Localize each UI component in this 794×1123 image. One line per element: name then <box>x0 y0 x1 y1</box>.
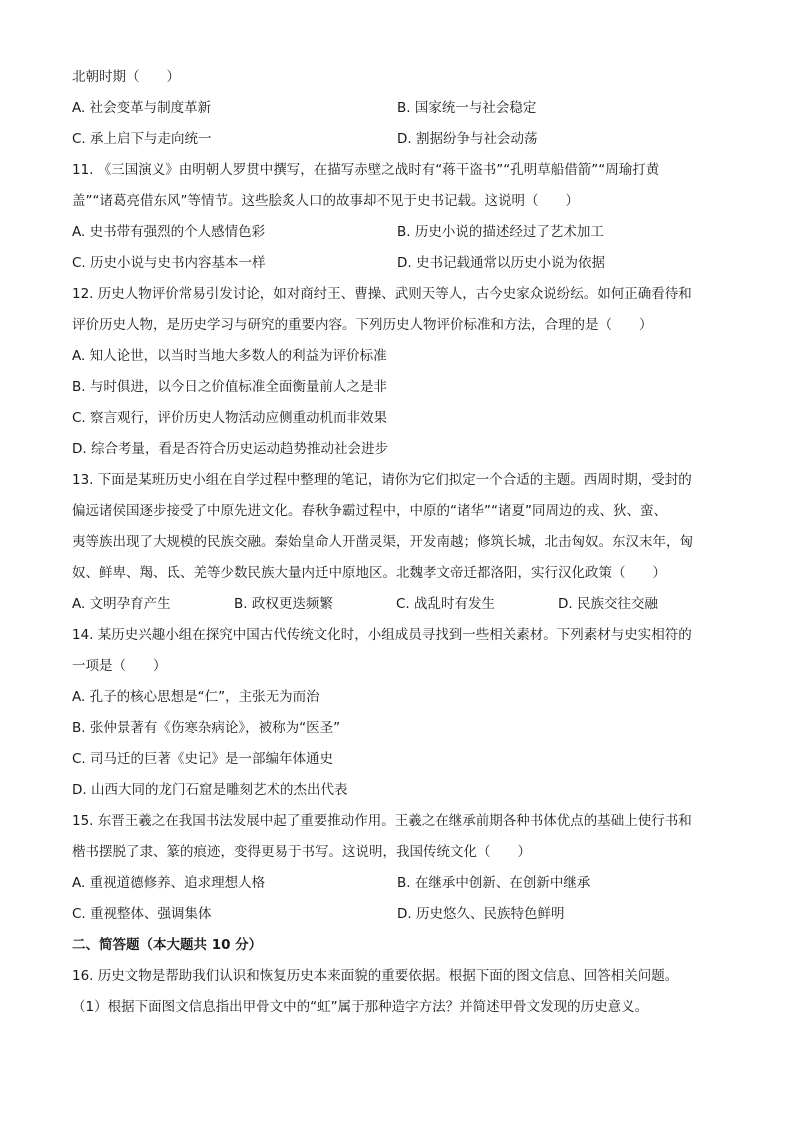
option-a: A. 史书带有强烈的个人感情色彩 <box>72 224 266 240</box>
question-10-stem-end: 北朝时期（ ） <box>72 69 180 85</box>
question-13-stem-line-4: 奴、鲜卑、羯、氐、羌等少数民族大量内迁中原地区。北魏孝文帝迁都洛阳，实行汉化政策（ ） <box>72 565 666 581</box>
option-d: D. 割据纷争与社会动荡 <box>397 131 538 147</box>
option-a: A. 社会变革与制度革新 <box>72 100 212 116</box>
question-11-options-row-2 <box>72 248 722 279</box>
option-c: C. 承上启下与走向统一 <box>72 131 212 147</box>
question-10-options-row-1 <box>72 93 722 124</box>
option-a: A. 知人论世，以当时当地大多数人的利益为评价标准 <box>72 348 387 364</box>
section-heading: 二、简答题（本大题共 10 分） <box>72 937 263 953</box>
question-13-stem-line-2: 偏远诸侯国逐步接受了中原先进文化。春秋争霸过程中，中原的“诸华”“诸夏”同周边的戎、狄、蛮、 <box>72 503 667 519</box>
question-12-stem-line-1: 12. 历史人物评价常易引发讨论，如对商纣王、曹操、武则天等人，古今史家众说纷纭。如何正确看待和 <box>72 286 692 302</box>
question-16-stem: 16. 历史文物是帮助我们认识和恢复历史本来面貌的重要依据。根据下面的图文信息、回答相关问题。 <box>72 968 679 984</box>
option-c: C. 司马迁的巨著《史记》是一部编年体通史 <box>72 751 334 767</box>
option-b: B. 与时俱进，以今日之价值标准全面衡量前人之是非 <box>72 379 387 395</box>
option-a: A. 孔子的核心思想是“仁”，主张无为而治 <box>72 689 320 705</box>
question-12-stem-line-2: 评价历史人物，是历史学习与研究的重要内容。下列历史人物评价标准和方法，合理的是（ ） <box>72 317 653 333</box>
question-14-stem-line-1: 14. 某历史兴趣小组在探究中国古代传统文化时，小组成员寻找到一些相关素材。下列素材与史实相符的 <box>72 627 692 643</box>
option-d: D. 山西大同的龙门石窟是雕刻艺术的杰出代表 <box>72 782 348 798</box>
option-b: B. 历史小说的描述经过了艺术加工 <box>397 224 604 240</box>
exam-page <box>72 62 722 1023</box>
question-15-stem-line-2: 楷书摆脱了隶、篆的痕迹，变得更易于书写。这说明，我国传统文化（ ） <box>72 844 531 860</box>
option-b: B. 在继承中创新、在创新中继承 <box>397 875 591 891</box>
option-c: C. 重视整体、强调集体 <box>72 906 212 922</box>
question-16-subquestion-1: （1）根据下面图文信息指出甲骨文中的“虹”属于那种造字方法？并简述甲骨文发现的历史意义。 <box>72 999 649 1015</box>
option-a: A. 文明孕育产生 <box>72 596 171 612</box>
option-b: B. 政权更迭频繁 <box>234 596 333 612</box>
option-d: D. 史书记载通常以历史小说为依据 <box>397 255 605 271</box>
option-c: C. 察言观行，评价历史人物活动应侧重动机而非效果 <box>72 410 388 426</box>
question-15-stem-line-1: 15. 东晋王羲之在我国书法发展中起了重要推动作用。王羲之在继承前期各种书体优点的基础上使行书和 <box>72 813 692 829</box>
question-13-options-row <box>72 589 722 620</box>
option-c: C. 战乱时有发生 <box>396 596 496 612</box>
question-15-options-row-1 <box>72 868 722 899</box>
option-d: D. 民族交往交融 <box>558 596 658 612</box>
question-15-options-row-2 <box>72 899 722 930</box>
option-d: D. 综合考量，看是否符合历史运动趋势推动社会进步 <box>72 441 388 457</box>
question-13-stem-line-3: 夷等族出现了大规模的民族交融。秦始皇命人开凿灵渠，开发南越；修筑长城，北击匈奴。东汉末年，匈 <box>72 534 693 550</box>
option-a: A. 重视道德修养、追求理想人格 <box>72 875 266 891</box>
option-c: C. 历史小说与史书内容基本一样 <box>72 255 266 271</box>
question-11-options-row-1 <box>72 217 722 248</box>
question-10-options-row-2 <box>72 124 722 155</box>
option-d: D. 历史悠久、民族特色鲜明 <box>397 906 565 922</box>
option-b: B. 国家统一与社会稳定 <box>397 100 537 116</box>
question-13-stem-line-1: 13. 下面是某班历史小组在自学过程中整理的笔记，请你为它们拟定一个合适的主题。西周时期，受封的 <box>72 472 692 488</box>
question-11-stem-line-2: 盖”“诸葛亮借东风”等情节。这些脍炙人口的故事却不见于史书记载。这说明（ ） <box>72 193 579 209</box>
option-b: B. 张仲景著有《伤寒杂病论》，被称为“医圣” <box>72 720 341 736</box>
question-11-stem-line-1: 11. 《三国演义》由明朝人罗贯中撰写，在描写赤壁之战时有“蒋干盗书”“孔明草船借箭”“周瑜打黄 <box>72 162 660 178</box>
question-14-stem-line-2: 一项是（ ） <box>72 658 167 674</box>
